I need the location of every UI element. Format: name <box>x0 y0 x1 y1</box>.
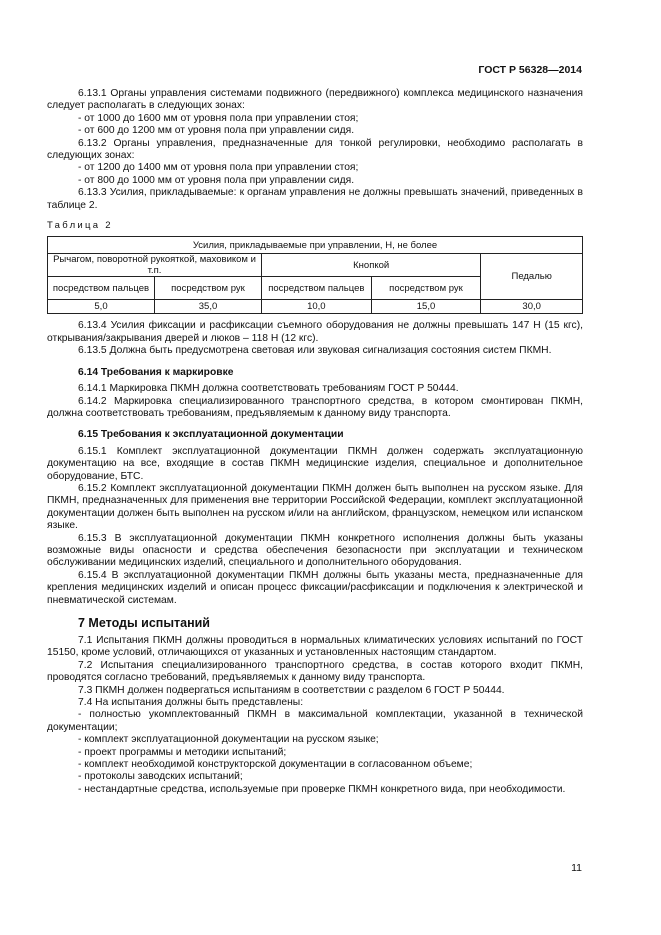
section-heading-7: 7 Методы испытаний <box>78 616 210 630</box>
table-group-button: Кнопкой <box>262 254 481 277</box>
section-heading-6-14: 6.14 Требования к маркировке <box>78 366 234 378</box>
page-number: 11 <box>571 862 582 874</box>
list-item: - проект программы и методики испытаний; <box>78 746 287 758</box>
paragraph-6-13-2: 6.13.2 Органы управления, предназначенные для тонкой регулировки, необходимо располагать в следующих зонах: <box>47 137 583 162</box>
paragraph-6-15-2: 6.15.2 Комплект эксплуатационной документации ПКМН должен быть выполнен на русском языке. Для ПКМН, предназначенных для применения вне территории Российской Федерации, комплект эксплуатационной документации должен быть выполнен на русском и/или на английском, французском, немецком или испанском языке. <box>47 482 583 532</box>
table-cell: 30,0 <box>481 300 583 314</box>
table-sub-fingers: посредством пальцев <box>48 277 155 300</box>
document-body <box>47 88 583 796</box>
table-group-pedal: Педалью <box>481 254 583 300</box>
list-item: - от 1200 до 1400 мм от уровня пола при управлении стоя; <box>78 162 359 174</box>
paragraph-6-14-2: 6.14.2 Маркировка специализированного транспортного средства, в котором смонтирован ПКМН, должна соответствовать требованиям, предъявляемым к данному виду транспорта. <box>47 395 583 419</box>
table-group-lever: Рычагом, поворотной рукояткой, маховиком и т.п. <box>48 254 262 277</box>
paragraph-6-13-4: 6.13.4 Усилия фиксации и расфиксации съемного оборудования не должны превышать 147 Н (15 кгс), открывания/закрывания дверей и люков – 118 Н (12 кгс). <box>47 320 583 344</box>
list-item: - комплект необходимой конструкторской документации в согласованном объеме; <box>78 759 473 771</box>
table-title: Усилия, прикладываемые при управлении, Н, не более <box>48 237 583 254</box>
document-code-header: ГОСТ Р 56328—2014 <box>478 64 582 76</box>
paragraph-7-4: 7.4 На испытания должны быть представлены: <box>78 697 304 709</box>
paragraph-6-13-5: 6.13.5 Должна быть предусмотрена световая или звуковая сигнализация состояния систем ПКМН. <box>78 345 552 357</box>
table-sub-fingers: посредством пальцев <box>262 277 372 300</box>
forces-table <box>47 236 583 314</box>
table-sub-hands: посредством рук <box>155 277 262 300</box>
list-item: - протоколы заводских испытаний; <box>78 771 243 783</box>
list-item: - от 800 до 1000 мм от уровня пола при управлении сидя. <box>78 174 355 186</box>
table-caption: Таблица 2 <box>47 220 113 232</box>
list-item: - от 1000 до 1600 мм от уровня пола при управлении стоя; <box>78 112 359 124</box>
paragraph-7-1: 7.1 Испытания ПКМН должны проводиться в нормальных климатических условиях испытаний по ГОСТ 15150, кроме условий, отличающихся от указанных и установленных настоящим стандартом. <box>47 635 583 659</box>
table-sub-hands: посредством рук <box>371 277 481 300</box>
paragraph-7-2: 7.2 Испытания специализированного транспортного средства, в состав которого входит ПКМН, проводятся согласно требований, предъявляемых к данному виду транспорта. <box>47 659 583 684</box>
list-item: - полностью укомплектованный ПКМН в максимальной комплектации, указанной в технической документации; <box>47 709 583 733</box>
list-item: - от 600 до 1200 мм от уровня пола при управлении сидя. <box>78 125 355 137</box>
paragraph-6-13-3: 6.13.3 Усилия, прикладываемые: к органам управления не должны превышать значений, приведенных в таблице 2. <box>47 187 583 211</box>
paragraph-6-15-1: 6.15.1 Комплект эксплуатационной документации ПКМН должен содержать эксплуатационную документацию на все, входящие в состав ПКМН медицинские изделия, специальное и дополнительное оборудование, БТС. <box>47 445 583 482</box>
table-cell: 5,0 <box>48 300 155 314</box>
paragraph-7-3: 7.3 ПКМН должен подвергаться испытаниям в соответствии с разделом 6 ГОСТ Р 50444. <box>78 684 505 696</box>
paragraph-6-14-1: 6.14.1 Маркировка ПКМН должна соответствовать требованиям ГОСТ Р 50444. <box>78 383 459 395</box>
table-cell: 15,0 <box>371 300 481 314</box>
section-heading-6-15: 6.15 Требования к эксплуатационной документации <box>78 429 344 441</box>
list-item: - комплект эксплуатационной документации на русском языке; <box>78 734 379 746</box>
paragraph-6-13-1: 6.13.1 Органы управления системами подвижного (передвижного) комплекса медицинского назначения следует располагать в следующих зонах: <box>47 88 583 112</box>
table-cell: 35,0 <box>155 300 262 314</box>
table-cell: 10,0 <box>262 300 372 314</box>
paragraph-6-15-4: 6.15.4 В эксплуатационной документации ПКМН должны быть указаны места, предназначенные для крепления медицинских изделий и описан процесс фиксации/расфиксации и подключения к электрической и пневматической системам. <box>47 569 583 606</box>
list-item: - нестандартные средства, используемые при проверке ПКМН конкретного вида, при необходимости. <box>78 783 566 795</box>
paragraph-6-15-3: 6.15.3 В эксплуатационной документации ПКМН конкретного исполнения должны быть указаны возможные виды опасности и средства обеспечения безопасности при эксплуатации и техническом обслуживании медицинских изделий, специального и дополнительного оборудования. <box>47 532 583 569</box>
